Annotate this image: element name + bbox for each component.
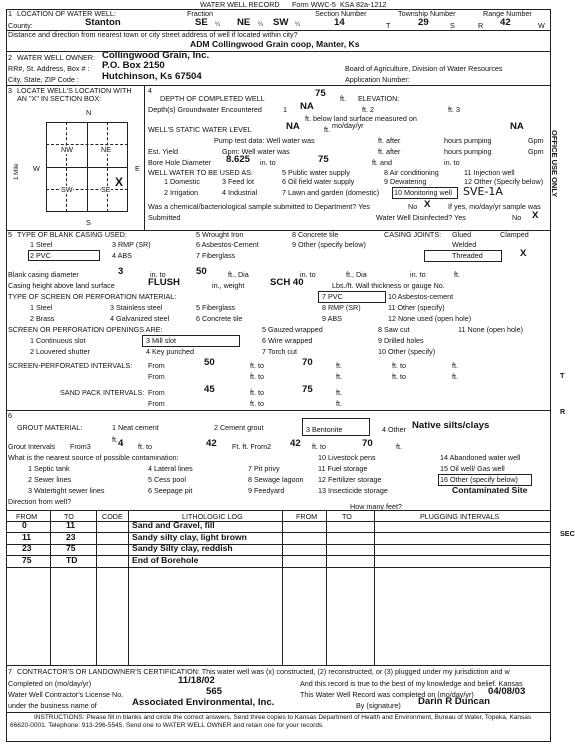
sand-ft: ft. xyxy=(336,388,342,397)
contam-8: 8 Sewage lagoon xyxy=(248,475,304,484)
contam-13: 13 Insecticide storage xyxy=(318,486,388,495)
depth-value: 75 xyxy=(315,88,326,99)
license-value: 565 xyxy=(206,686,223,697)
use-10: 10 Monitoring well xyxy=(394,188,452,197)
bore-in-to2: in. to xyxy=(444,158,460,167)
contam-5: 5 Cess pool xyxy=(148,475,186,484)
gw-label: Depth(s) Groundwater Encountered xyxy=(148,105,262,114)
chem-yes-date: If yes, mo/day/yr sample was xyxy=(448,202,541,211)
joints-label: CASING JOINTS: xyxy=(384,230,442,239)
grout-2: 2 Cement grout xyxy=(214,423,264,432)
casing-5: 5 Wrought Iron xyxy=(196,230,244,239)
grout-ft2: ft. xyxy=(396,442,402,451)
yield-hours: hours pumping xyxy=(444,147,492,156)
screen-int-label: SCREEN-PERFORATED INTERVALS: xyxy=(8,361,133,370)
static-value: NA xyxy=(286,121,300,132)
open-4: 4 Key punched xyxy=(146,347,194,356)
section-value: 14 xyxy=(334,17,345,28)
use-5: 5 Public water supply xyxy=(282,168,350,177)
pump-after: ft. after xyxy=(378,136,401,145)
casing-1: 1 Steel xyxy=(30,240,53,249)
addr-label: RR#, St. Address, Box # : xyxy=(8,64,90,73)
below-surface: ft. below land surface measured on xyxy=(305,114,417,123)
r-label: R xyxy=(478,21,484,30)
city-value: Hutchinson, Ks 67504 xyxy=(102,71,202,82)
threaded-x: X xyxy=(520,248,527,259)
by-signature-label: By (signature) xyxy=(356,701,401,710)
bore-ft-and: ft. and xyxy=(372,158,392,167)
log-row-line xyxy=(6,532,551,533)
grout-ft: ft. xyxy=(112,435,118,444)
depth-label: DEPTH OF COMPLETED WELL xyxy=(160,94,265,103)
scr-from-label2: From xyxy=(148,372,165,381)
distance-value: ADM Collingwood Grain coop, Manter, Ks xyxy=(190,39,360,49)
sand-label: SAND PACK INTERVALS: xyxy=(60,388,145,397)
grout-3: 3 Bentonite xyxy=(306,425,343,434)
use-11: 11 Injection well xyxy=(464,168,515,177)
form-number: Form WWC-5 xyxy=(292,0,336,9)
open-label: SCREEN OR PERFORATION OPENINGS ARE: xyxy=(8,325,163,334)
use-3: 3 Feed lot xyxy=(222,177,254,186)
log-row-line xyxy=(6,567,551,568)
sand-to-label2: ft. to xyxy=(250,399,264,408)
grout-ft-from2: Ft. ft. From2 xyxy=(232,442,272,451)
yield-gpm: Gpm: Well water was xyxy=(222,147,290,156)
quarter1: SE xyxy=(195,17,208,28)
ne-label: NE xyxy=(101,145,111,154)
grout-from3: From3 xyxy=(70,442,91,451)
township-value: 29 xyxy=(418,17,429,28)
height-value: FLUSH xyxy=(148,277,180,288)
depth-ft: ft. xyxy=(340,94,346,103)
log-header-to: TO xyxy=(64,512,74,521)
scr-to-label: ft. to xyxy=(250,361,264,370)
casing-8: 8 Concrete tile xyxy=(292,230,339,239)
screen-12: 12 None used (open hole) xyxy=(388,314,472,323)
sand-from-value: 45 xyxy=(204,384,215,395)
weight-value: SCH 40 xyxy=(270,277,304,288)
ksa-ref: KSA 82a-1212 xyxy=(340,0,387,9)
screen-6: 6 Concrete tile xyxy=(196,314,243,323)
pump-hours: hours pumping xyxy=(444,136,492,145)
fraction-label: Fraction xyxy=(187,9,213,18)
disinfected-x: X xyxy=(532,210,539,221)
log-to: TD xyxy=(66,554,78,565)
s1-num: 1 xyxy=(8,9,12,18)
screen-3: 3 Stainless steel xyxy=(110,303,163,312)
grout-ft-to: ft. to xyxy=(138,442,152,451)
scr-to-label2: ft. to xyxy=(250,372,264,381)
grout-from2-value: 42 xyxy=(290,438,301,449)
location-mark: X xyxy=(115,175,124,189)
log-desc: Sandy Silty clay, reddish xyxy=(132,543,233,553)
diam-ft-end: ft. xyxy=(454,270,460,279)
open-9: 9 Drilled holes xyxy=(378,336,424,345)
contam-label: What is the nearest source of possible contamination: xyxy=(8,453,179,462)
sand-to-value: 75 xyxy=(302,384,313,395)
record-text: This Water Well Record was completed on (mo/day/yr) xyxy=(300,690,474,699)
gw-1: 1 xyxy=(283,105,287,114)
scr-ft3: ft. xyxy=(452,361,458,370)
casing-6: 6 Asbestos-Cement xyxy=(196,240,259,249)
business-value: Associated Environmental, Inc. xyxy=(132,697,275,708)
chem-no: No xyxy=(408,202,418,211)
open-7: 7 Torch cut xyxy=(262,347,298,356)
township-number-label: Township Number xyxy=(398,9,456,18)
t-label: T xyxy=(386,21,391,30)
cert-text: CONTRACTOR'S OR LANDOWNER'S CERTIFICATION: This water well was (x) constructed, (2) reconstructed, or (3) plugged under my jurisdiction and w xyxy=(17,667,510,676)
nw-label: NW xyxy=(61,145,73,154)
screen-4: 4 Galvanized steel xyxy=(110,314,170,323)
contam-3: 3 Watertight sewer lines xyxy=(28,486,105,495)
diam-in-to3: in. to xyxy=(410,270,426,279)
open-11: 11 None (open hole) xyxy=(458,325,523,334)
gw-value: NA xyxy=(300,101,314,112)
s2-num: 2 xyxy=(8,53,12,62)
yield-after: ft. after xyxy=(378,147,401,156)
screen-11: 11 Other (specify) xyxy=(388,303,445,312)
quarter-mark1: ¼ xyxy=(215,21,221,28)
joints-glued: Glued xyxy=(452,230,472,239)
open-2: 2 Louvered shutter xyxy=(30,347,90,356)
open-1: 1 Continuous slot xyxy=(30,336,86,345)
scr-ft2: ft. xyxy=(336,372,342,381)
county-value: Stanton xyxy=(85,17,121,28)
se-label: SE xyxy=(101,185,111,194)
log-header-plugging: PLUGGING INTERVALS xyxy=(420,512,500,521)
grout-from-value: 4 xyxy=(118,438,124,449)
use-6: 6 Oil field water supply xyxy=(282,177,355,186)
bore-value: 8.625 xyxy=(226,154,251,165)
section-number-label: Section Number xyxy=(315,9,367,18)
contam-6: 6 Seepage pit xyxy=(148,486,193,495)
north-label: N xyxy=(86,108,92,117)
contam-9: 9 Feedyard xyxy=(248,486,285,495)
west-label: W xyxy=(33,164,40,173)
contam-15: 15 Oil well/ Gas well xyxy=(440,464,505,473)
application-label: Application Number: xyxy=(345,75,410,84)
use-7: 7 Lawn and garden (domestic) xyxy=(282,188,380,197)
log-from: 23 xyxy=(22,543,32,553)
grout-1: 1 Neat cement xyxy=(112,423,159,432)
contam-2: 2 Sewer lines xyxy=(28,475,72,484)
diam-label: Blank casing diameter xyxy=(8,270,79,279)
screen-2: 2 Brass xyxy=(30,314,55,323)
height-label: Casing height above land surface xyxy=(8,281,115,290)
form-title: WATER WELL RECORD xyxy=(200,0,280,9)
scr-to-label3: ft. to xyxy=(392,361,406,370)
chem-label: Was a chemical/bacteriological sample submitted to Department? Yes xyxy=(148,202,370,211)
sw-label: SW xyxy=(61,185,73,194)
open-6: 6 Wire wrapped xyxy=(262,336,313,345)
bore-label: Bore Hole Diameter xyxy=(148,158,212,167)
gw-ft3: ft. 3 xyxy=(448,105,460,114)
log-row-line xyxy=(6,544,551,545)
diam-in-to: in. to xyxy=(150,270,166,279)
contam-11: 11 Fuel storage xyxy=(318,464,368,473)
log-desc: Sand and Gravel, fill xyxy=(132,520,215,530)
log-desc: Sandy silty clay, light brown xyxy=(132,531,247,542)
bore-in-to: in. to xyxy=(260,158,276,167)
grout-to-value: 42 xyxy=(206,438,217,449)
record-date: 04/08/03 xyxy=(488,686,526,697)
yield-gpm2: Gpm xyxy=(528,147,544,156)
side-r-label: R xyxy=(560,407,566,416)
static-ft: ft. xyxy=(324,125,330,134)
s-label: S xyxy=(450,21,455,30)
pump-label: Pump test data: Well water was xyxy=(214,136,315,145)
log-header-from: FROM xyxy=(16,512,38,521)
s7-num: 7 xyxy=(8,667,12,676)
board-text: Board of Agriculture, Division of Water Resources xyxy=(345,64,503,73)
use-other-value: SVE-1A xyxy=(463,185,503,198)
pump-gpm: Gpm xyxy=(528,136,544,145)
completed-label: Completed on (mo/day/yr) xyxy=(8,679,92,688)
completed-value: 11/18/02 xyxy=(178,675,215,686)
instructions-text: INSTRUCTIONS: Please fill in blanks and circle the correct answers. Send three copies to Kansas Department of Health and Environment, Bureau of Water, Topeka, Kansas 66620-0001. Telephone: 913-296-5545. Send one to WATER WELL OWNER and retain one for your records. xyxy=(10,714,532,729)
open-3: 3 Mill slot xyxy=(146,336,176,345)
log-header-litho: LITHOLOGIC LOG xyxy=(182,512,243,521)
disinfected-label: Water Well Disinfected? Yes xyxy=(376,213,466,222)
signature-value: Darin R Duncan xyxy=(418,696,490,707)
contam-16: 16 Other (specify below) xyxy=(440,475,518,484)
casing-4: 4 ABS xyxy=(112,251,132,260)
log-from: 0 xyxy=(22,520,27,530)
log-from: 11 xyxy=(22,531,32,542)
screen-5: 5 Fiberglass xyxy=(196,303,236,312)
casing-7: 7 Fiberglass xyxy=(196,251,236,260)
open-10: 10 Other (specify) xyxy=(378,347,436,356)
contam-4: 4 Lateral lines xyxy=(148,464,193,473)
contam-12: 12 Fertilizer storage xyxy=(318,475,382,484)
joints-clamped: Clamped xyxy=(500,230,529,239)
disinfected-no: No xyxy=(512,213,522,222)
sand-to-label: ft. to xyxy=(250,388,264,397)
s3-label: LOCATE WELL'S LOCATION WITH AN "X" IN SECTION BOX: xyxy=(17,86,132,104)
screen-10: 10 Asbestos-cement xyxy=(388,292,454,301)
contam-1: 1 Septic tank xyxy=(28,464,70,473)
scr-to-value: 70 xyxy=(302,357,313,368)
s1-label: LOCATION OF WATER WELL: xyxy=(17,9,116,18)
city-label: City, State, ZIP Code : xyxy=(8,75,79,84)
casing-3: 3 RMP (SR) xyxy=(112,240,151,249)
diam-in-to2: in. to xyxy=(300,270,316,279)
county-label: County: xyxy=(8,21,33,30)
owner-value: Collingwood Grain, Inc. xyxy=(102,50,210,61)
static-label: WELL'S STATIC WATER LEVEL xyxy=(148,125,252,134)
log-header-code: CODE xyxy=(102,512,123,521)
s6-num: 6 xyxy=(8,411,12,420)
grout-label: GROUT MATERIAL: xyxy=(17,423,83,432)
gw-ft2: ft. 2 xyxy=(362,105,374,114)
casing-9: 9 Other (specify below) xyxy=(292,240,366,249)
contam-10: 10 Livestock pens xyxy=(318,453,376,462)
business-label: under the business name of xyxy=(8,701,97,710)
submitted-label: Submitted xyxy=(148,213,181,222)
log-row-line xyxy=(6,555,551,556)
owner-label: WATER WELL OWNER: xyxy=(17,53,95,62)
bore-to-value: 75 xyxy=(318,154,329,165)
log-to: 11 xyxy=(66,520,76,530)
range-number-label: Range Number xyxy=(483,9,532,18)
east-label: E xyxy=(135,164,140,173)
lbs-label: Lbs./ft. Wall thickness or gauge No. xyxy=(332,281,445,290)
diam-ft-dia: ft., Dia xyxy=(228,270,249,279)
screen-1: 1 Steel xyxy=(30,303,53,312)
static-date-label: mo/day/yr xyxy=(332,121,364,130)
grout-int-label: Grout Intervals xyxy=(8,442,56,451)
use-1: 1 Domestic xyxy=(164,177,200,186)
contam-other-value: Contaminated Site xyxy=(452,485,528,495)
office-use-label: OFFICE USE ONLY xyxy=(550,130,559,198)
grout-other-value: Native silts/clays xyxy=(412,420,490,431)
elevation-label: ELEVATION: xyxy=(358,94,400,103)
log-header-from2: FROM xyxy=(296,512,318,521)
license-label: Water Well Contractor's License No. xyxy=(8,690,124,699)
grout-4: 4 Other xyxy=(382,425,406,434)
static-date-value: NA xyxy=(510,121,524,132)
side-sec-label: SEC xyxy=(560,529,575,538)
scr-ft: ft. xyxy=(336,361,342,370)
log-from: 75 xyxy=(22,554,32,565)
grout-to2-value: 70 xyxy=(362,438,373,449)
screen-label: TYPE OF SCREEN OR PERFORATION MATERIAL: xyxy=(8,292,177,301)
range-value: 42 xyxy=(500,17,511,28)
log-to: 75 xyxy=(66,543,76,553)
s5-num: 5 xyxy=(8,230,12,239)
w-label: W xyxy=(538,21,545,30)
south-label: S xyxy=(86,218,91,227)
quarter3: SW xyxy=(273,17,289,28)
screen-8: 8 RMP (SR) xyxy=(322,303,361,312)
screen-9: 9 ABS xyxy=(322,314,342,323)
scr-ft4: ft. xyxy=(452,372,458,381)
open-8: 8 Saw cut xyxy=(378,325,410,334)
true-text: And this record is true to the best of my knowledge and belief. Kansas xyxy=(300,679,523,688)
mile-label: 1 Mile xyxy=(13,163,20,180)
use-9: 9 Dewatering xyxy=(384,177,427,186)
form-frame xyxy=(6,9,551,742)
log-to: 23 xyxy=(66,531,76,542)
joints-threaded: Threaded xyxy=(452,251,483,260)
contam-14: 14 Abandoned water well xyxy=(440,453,521,462)
s4-num: 4 xyxy=(148,86,152,95)
diam-value: 3 xyxy=(118,266,124,277)
quarter-mark2: ¼ xyxy=(258,21,264,28)
use-12: 12 Other (Specify below) xyxy=(464,177,544,186)
log-desc: End of Borehole xyxy=(132,554,199,565)
addr-value: P.O. Box 2150 xyxy=(102,60,165,71)
sand-from-label2: From xyxy=(148,399,165,408)
use-label: WELL WATER TO BE USED AS: xyxy=(148,168,253,177)
yield-label: Est. Yield xyxy=(148,147,178,156)
contam-7: 7 Pit privy xyxy=(248,464,280,473)
sand-from-label: From xyxy=(148,388,165,397)
s3-num: 3 xyxy=(8,86,12,95)
direction-label: Direction from well? xyxy=(8,497,72,506)
grout-ft-to2: ft. to xyxy=(312,442,326,451)
side-t-label: T xyxy=(560,371,565,380)
distance-label: Distance and direction from nearest town or city street address of well if located within city? xyxy=(8,30,298,39)
height-weight-label: in., weight xyxy=(212,281,245,290)
log-header-to2: TO xyxy=(342,512,352,521)
joints-welded: Welded xyxy=(452,240,477,249)
chem-x: X xyxy=(424,199,431,210)
casing-label: TYPE OF BLANK CASING USED: xyxy=(17,230,127,239)
how-many-label: How many feet? xyxy=(350,502,402,511)
screen-7: 7 PVC xyxy=(322,292,343,301)
scr-from-value: 50 xyxy=(204,357,215,368)
use-4: 4 Industrial xyxy=(222,188,258,197)
use-2: 2 Irrigation xyxy=(164,188,198,197)
quarter2: NE xyxy=(237,17,251,28)
use-8: 8 Air conditioning xyxy=(384,168,439,177)
diam-to-value: 50 xyxy=(196,266,207,277)
casing-2: 2 PVC xyxy=(30,251,51,260)
scr-to-label4: ft. to xyxy=(392,372,406,381)
sand-ft2: ft. xyxy=(336,399,342,408)
open-5: 5 Gauzed wrapped xyxy=(262,325,323,334)
quarter-mark3: ¼ xyxy=(295,21,301,28)
diam-ft-dia2: ft., Dia xyxy=(346,270,367,279)
scr-from-label: From xyxy=(148,361,165,370)
